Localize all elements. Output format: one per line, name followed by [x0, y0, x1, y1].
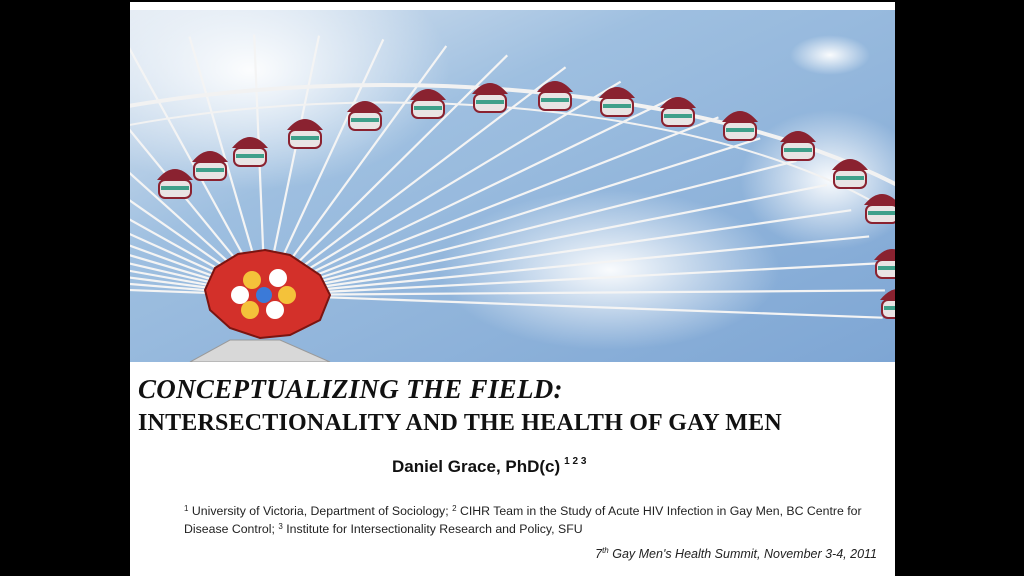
gondola-window-stripe [726, 128, 754, 132]
ferris-wheel-photo [130, 10, 895, 362]
affiliation-1: University of Victoria, Department of Sociology; [191, 504, 449, 518]
gondola-window-stripe [414, 106, 442, 110]
gondola-window-stripe [784, 148, 812, 152]
affiliation-3-number: 3 [278, 522, 283, 531]
slide-text-area [130, 362, 895, 576]
gondola-window-stripe [664, 114, 692, 118]
gondola-window-stripe [878, 266, 895, 270]
gondola-window-stripe [868, 211, 895, 215]
gondola-window-stripe [161, 186, 189, 190]
affiliation-2: CIHR Team in the Study of Acute HIV Infection in Gay Men, BC Centre for Disease Control; [184, 504, 862, 536]
event-text: Gay Men's Health Summit, November 3-4, 2011 [612, 547, 877, 562]
slide-title-line2: INTERSECTIONALITY AND THE HEALTH OF GAY MEN [138, 410, 782, 436]
gondola-window-stripe [236, 154, 264, 158]
gondola-window-stripe [291, 136, 319, 140]
gondola-window-stripe [476, 100, 504, 104]
author-name: Daniel Grace, PhD(c) [392, 457, 561, 476]
affiliation-1-number: 1 [184, 504, 189, 513]
author-line [392, 457, 586, 477]
slide-top-border [130, 2, 895, 10]
gondola-window-stripe [884, 306, 895, 310]
event-ordinal-suffix: th [602, 546, 609, 555]
gondola-window-stripe [603, 104, 631, 108]
affiliation-2-number: 2 [452, 504, 457, 513]
author-affiliation-refs: 1 2 3 [564, 456, 587, 467]
affiliations [184, 502, 884, 538]
affiliation-3: Institute for Intersectionality Research and Policy, SFU [286, 522, 583, 536]
event-line [595, 546, 877, 561]
ferris-wheel-image [130, 10, 895, 362]
gondola-window-stripe [541, 98, 569, 102]
presentation-slide [130, 2, 895, 576]
event-ordinal-number: 7 [595, 547, 603, 562]
gondola-window-stripe [351, 118, 379, 122]
gondola-window-stripe [196, 168, 224, 172]
gondola-window-stripe [836, 176, 864, 180]
slide-title-line1: CONCEPTUALIZING THE FIELD: [138, 374, 563, 404]
